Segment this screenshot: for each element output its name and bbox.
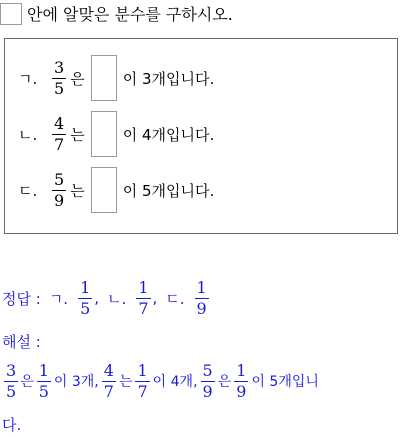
denominator: 7 [103,381,114,401]
fraction [102,360,116,401]
explanation-continuation: 다. [2,416,22,434]
problem-suffix: 이 3개입니다. [122,69,215,88]
denominator: 9 [54,190,65,210]
problem-suffix: 이 4개입니다. [122,125,215,144]
fraction [135,360,149,401]
problem-row-3 [18,166,214,214]
explanation-tail: 이 5개입니 [251,374,319,390]
answer-blank[interactable] [91,111,117,157]
denominator: 7 [54,134,65,154]
answer-item [48,277,100,318]
numerator: 5 [54,169,65,189]
problem-marker: ㄷ. [18,181,38,200]
fraction [52,57,66,98]
particle: 는 [70,125,85,144]
numerator: 1 [80,277,91,297]
explanation-label: 해설 : [2,333,41,351]
fraction [136,277,150,318]
denominator: 5 [54,78,65,98]
numerator: 3 [6,360,17,380]
explanation-tail: 이 3개, [53,374,99,390]
fraction [195,277,209,318]
answer-item [107,277,158,318]
denominator: 9 [196,298,207,318]
numerator: 3 [54,57,65,77]
numerator: 5 [202,360,213,380]
particle: 는 [70,181,85,200]
problem-marker: ㄱ. [18,69,38,88]
particle: 은 [217,374,232,390]
particle: 은 [20,374,34,390]
answer-marker: ㄱ. [48,289,69,308]
fraction [52,113,66,154]
numerator: 4 [54,113,65,133]
particle: 은 [70,69,85,88]
answer-label: 정답 : [2,289,41,308]
denominator: 9 [236,381,247,401]
denominator: 7 [138,298,149,318]
numerator: 1 [236,360,247,380]
fraction [37,360,51,401]
problem-marker: ㄴ. [18,125,38,144]
answer-marker: ㄴ. [107,289,127,308]
denominator: 5 [80,298,91,318]
fraction [234,360,248,401]
question-text: 안에 알맞은 분수를 구하시오. [27,5,233,24]
numerator: 1 [196,277,207,297]
blank-box-icon [0,3,22,25]
explanation-line [2,358,319,404]
separator: , [94,289,100,307]
particle: 는 [118,374,133,390]
numerator: 1 [137,360,148,380]
question-header [0,2,233,25]
denominator: 5 [6,381,17,401]
denominator: 5 [38,381,49,401]
problem-row-2 [18,110,214,158]
separator: , [152,289,158,307]
denominator: 7 [137,381,148,401]
problem-suffix: 이 5개입니다. [122,181,215,200]
answer-marker: ㄷ. [165,289,185,308]
explanation-tail: 이 4개, [152,374,198,390]
numerator: 4 [103,360,114,380]
fraction [52,169,66,210]
numerator: 1 [138,277,149,297]
answer-blank[interactable] [91,167,117,213]
fraction [201,360,215,401]
answer-item [165,277,210,318]
fraction [4,360,18,401]
denominator: 9 [202,381,213,401]
answer-blank[interactable] [91,55,117,101]
answer-line [2,276,219,320]
fraction [78,277,92,318]
numerator: 1 [38,360,49,380]
problem-row-1 [18,54,214,102]
